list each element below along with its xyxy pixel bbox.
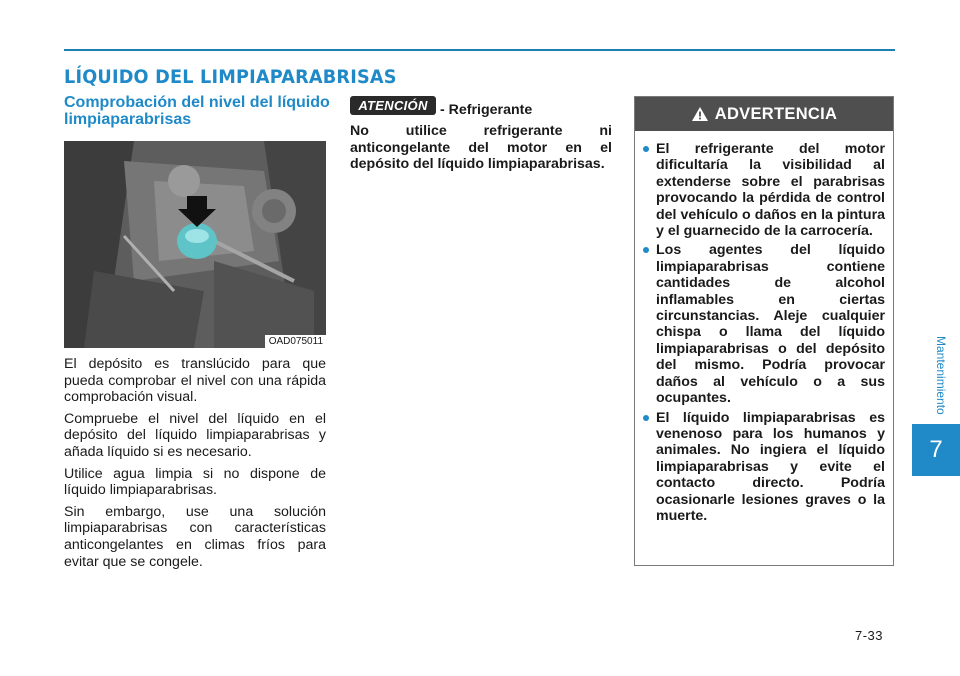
warning-list [635,141,893,524]
warning-item-text: Los agentes del líquido limpiaparabrisas contiene cantidades de alcohol inflamables en ciertas circunstancias. Aleje cualquier chispa o llama del líquido limpiaparabrisas o del depósito del mismo. Podría provocar daños al vehículo o a sus ocupantes. [656,242,885,407]
paragraph: El depósito es translúcido para que pueda comprobar el nivel con una rápida comprobación visual. [64,356,326,406]
paragraph: Utilice agua limpia si no dispone de líquido limpiaparabrisas. [64,465,326,499]
warning-item-text: El refrigerante del motor dificultaría la visibilidad al extenderse sobre el parabrisas provocando la pérdida de control del vehículo o daños en la pintura y el guarnecido de la carrocería. [656,141,885,240]
warning-item [643,141,885,239]
warning-header [635,97,893,131]
warning-item [643,242,885,406]
body-text [64,356,326,575]
warning-triangle-icon [691,106,709,122]
chapter-side-label: Mantenimiento [934,335,948,415]
paragraph: Sin embargo, use una solución limpiaparabrisas con características anticongelantes en climas fríos para evitar que se congele. [64,503,326,570]
engine-bay-photo [64,141,326,348]
warning-box [634,96,894,566]
subheading: Comprobación del nivel del líquido limpiaparabrisas [64,94,330,128]
bullet-icon [643,146,649,152]
section-title: LÍQUIDO DEL LIMPIAPARABRISAS [64,66,397,88]
paragraph: Compruebe el nivel del líquido en el depósito del líquido limpiaparabrisas y añada líquido si es necesario. [64,410,326,460]
top-rule [64,49,895,51]
warning-title: ADVERTENCIA [714,104,838,123]
photo-code: OAD075011 [265,335,326,348]
bullet-icon [643,247,649,253]
engine-bay-illustration [64,141,326,348]
attention-body: No utilice refrigerante ni anticongelante del motor en el depósito del líquido limpiaparabrisas. [350,123,612,173]
chapter-number-tab: 7 [912,424,960,476]
page-number: 7-33 [855,628,884,643]
warning-item-text: El líquido limpiaparabrisas es venenoso para los humanos y animales. No ingiera el líquido limpiaparabrisas y evite el contacto directo. Podría ocasionarle lesiones graves o la muerte. [656,409,885,524]
attention-title: - Refrigerante [440,102,533,118]
bullet-icon [643,415,649,421]
attention-badge: ATENCIÓN [350,96,436,115]
warning-item [643,410,885,525]
